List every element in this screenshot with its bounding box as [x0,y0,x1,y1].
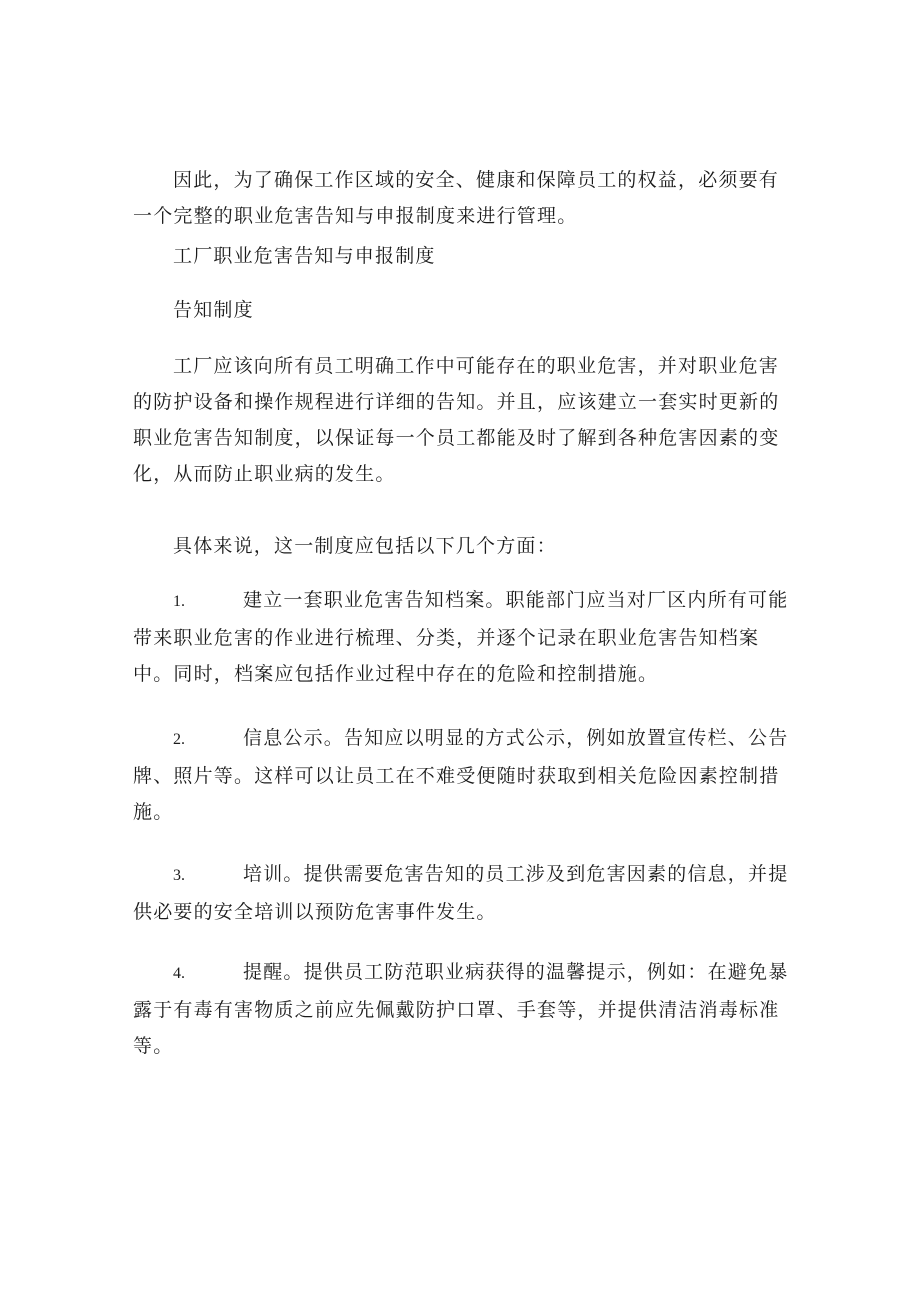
list-item-number: 4. [173,965,185,982]
list-item-number: 2. [173,731,185,748]
intro-paragraph: 因此，为了确保工作区域的安全、健康和保障员工的权益，必须要有一个完整的职业危害告知与申报制度来进行管理。 [133,169,780,227]
list-item-text: 培训。提供需要危害告知的员工涉及到危害因素的信息，并提供必要的安全培训以预防危害事件发生。 [133,863,789,923]
lead-in-paragraph: 具体来说，这一制度应包括以下几个方面： [173,535,557,557]
list-item-number: 1. [173,593,185,610]
list-item [133,856,793,930]
section-heading: 告知制度 [173,299,254,321]
list-item [133,720,793,830]
list-item-text: 建立一套职业危害告知档案。职能部门应当对厂区内所有可能带来职业危害的作业进行梳理、分类，并逐个记录在职业危害告知档案中。同时，档案应包括作业过程中存在的危险和控制措施。 [133,589,789,685]
notice-paragraph: 工厂应该向所有员工明确工作中可能存在的职业危害，并对职业危害的防护设备和操作规程进行详细的告知。并且，应该建立一套实时更新的职业危害告知制度，以保证每一个员工都能及时了解到各种危害因素的变化，从而防止职业病的发生。 [133,355,780,485]
list-item [133,954,793,1064]
list-item-number: 3. [173,867,185,884]
list-item-text: 提醒。提供员工防范职业病获得的温馨提示，例如：在避免暴露于有毒有害物质之前应先佩戴防护口罩、手套等，并提供清洁消毒标准等。 [133,961,789,1057]
list-item-text: 信息公示。告知应以明显的方式公示，例如放置宣传栏、公告牌、照片等。这样可以让员工在不难受便随时获取到相关危险因素控制措施。 [133,727,789,823]
document-title: 工厂职业危害告知与申报制度 [173,245,436,267]
list-item [133,582,793,692]
